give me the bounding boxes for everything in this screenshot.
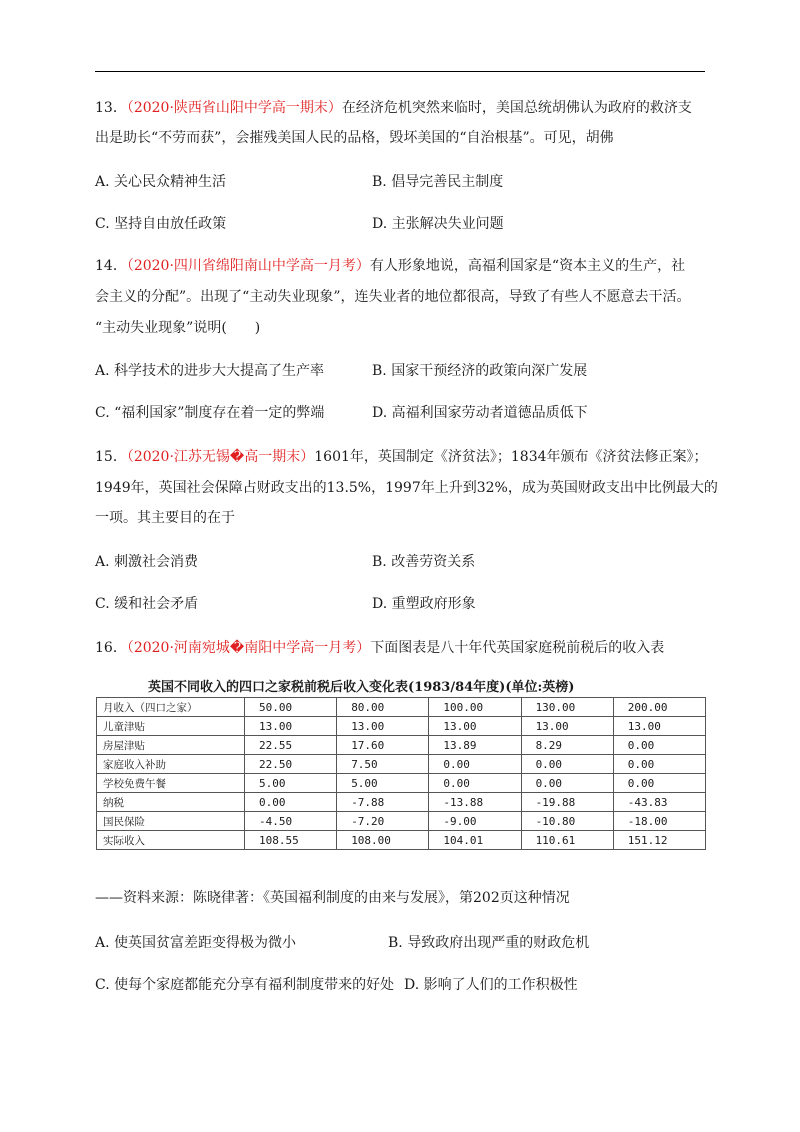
q13-number: 13． [95, 100, 127, 116]
table-row-label: 实际收入 [97, 831, 245, 850]
table-cell: 5.00 [245, 774, 337, 793]
table-cell: 110.61 [521, 831, 613, 850]
table-cell: 13.89 [429, 736, 521, 755]
table-row [97, 717, 706, 736]
q16-option-a[interactable]: A. 使英国贫富差距变得极为微小 [95, 935, 297, 951]
table-cell: 17.60 [337, 736, 429, 755]
table-row-label: 家庭收入补助 [97, 755, 245, 774]
table-cell: 8.29 [521, 736, 613, 755]
q14-stem-1: 有人形象地说，高福利国家是“资本主义的生产，社 [369, 258, 686, 274]
q13-stem-2: 出是助长“不劳而获”，会摧残美国人民的品格，毁坏美国的“自治根基”。可见，胡佛 [95, 130, 614, 146]
table-cell: 13.00 [613, 717, 705, 736]
q16-option-b[interactable]: B. 导致政府出现严重的财政危机 [388, 935, 590, 951]
q16-option-d[interactable]: D. 影响了人们的工作积极性 [404, 977, 578, 993]
table-cell: 151.12 [613, 831, 705, 850]
table-cell: 5.00 [337, 774, 429, 793]
table-row-label: 国民保险 [97, 812, 245, 831]
q15-option-c[interactable]: C. 缓和社会矛盾 [95, 596, 199, 612]
q15-option-a[interactable]: A. 刺激社会消费 [95, 554, 199, 570]
q15-line-1 [95, 447, 708, 467]
q15-option-d[interactable]: D. 重塑政府形象 [372, 596, 476, 612]
table-row [97, 831, 706, 850]
q14-option-c[interactable]: C. “福利国家”制度存在着一定的弊端 [95, 405, 325, 421]
table-cell: 100.00 [429, 698, 521, 717]
table-cell: 50.00 [245, 698, 337, 717]
table-cell: 13.00 [429, 717, 521, 736]
q16-source: （2020·河南宛城�南阳中学高一月考） [126, 640, 371, 656]
table-row [97, 698, 706, 717]
q16-source-note: ——资料来源：陈晓律著：《英国福利制度的由来与发展》，第202页这种情况 [95, 890, 570, 906]
table-cell: -4.50 [245, 812, 337, 831]
q15-option-b[interactable]: B. 改善劳资关系 [372, 554, 476, 570]
header-rule [95, 71, 705, 72]
table-cell: 0.00 [521, 755, 613, 774]
q15-stem-2: 1949年，英国社会保障占财政支出的13.5%，1997年上升到32%，成为英国财政支出中比例最大的 [95, 480, 718, 496]
table-cell: -19.88 [521, 793, 613, 812]
table-row [97, 736, 706, 755]
q13-option-b[interactable]: B. 倡导完善民主制度 [372, 174, 504, 190]
table-cell: 0.00 [613, 774, 705, 793]
q14-stem-3: “主动失业现象”说明( ) [95, 320, 261, 336]
table-row-label: 房屋津贴 [97, 736, 245, 755]
table-cell: -7.88 [337, 793, 429, 812]
q13-option-c[interactable]: C. 坚持自由放任政策 [95, 216, 227, 232]
table-cell: 0.00 [613, 736, 705, 755]
table-cell: -43.83 [613, 793, 705, 812]
table-cell: 22.55 [245, 736, 337, 755]
table-cell: 130.00 [521, 698, 613, 717]
q16-number: 16． [95, 640, 127, 656]
q14-option-b[interactable]: B. 国家干预经济的政策向深广发展 [372, 363, 588, 379]
table-row-label: 学校免费午餐 [97, 774, 245, 793]
table-cell: 0.00 [521, 774, 613, 793]
table-row-label: 儿童津贴 [97, 717, 245, 736]
q13-line-1 [95, 98, 692, 118]
table-cell: -18.00 [613, 812, 705, 831]
q14-stem-2: 会主义的分配”。出现了“主动失业现象”，连失业者的地位都很高，导致了有些人不愿意去干活。 [95, 289, 691, 305]
q15-stem-1: 1601年，英国制定《济贫法》；1834年颁布《济贫法修正案》； [314, 449, 708, 465]
table-row-label: 月收入（四口之家） [97, 698, 245, 717]
table-cell: 13.00 [245, 717, 337, 736]
table-cell: -9.00 [429, 812, 521, 831]
q13-stem-1: 在经济危机突然来临时，美国总统胡佛认为政府的救济支 [341, 100, 692, 116]
table-row [97, 793, 706, 812]
table-cell: 200.00 [613, 698, 705, 717]
q13-option-a[interactable]: A. 关心民众精神生活 [95, 174, 227, 190]
q16-stem-1: 下面图表是八十年代英国家庭税前税后的收入表 [370, 640, 665, 656]
q14-line-1 [95, 256, 685, 276]
table-row [97, 755, 706, 774]
q13-source: （2020·陕西省山阳中学高一期末） [126, 100, 342, 116]
table-cell: 0.00 [245, 793, 337, 812]
income-table [96, 697, 706, 850]
q14-option-d[interactable]: D. 高福利国家劳动者道德品质低下 [372, 405, 588, 421]
q14-number: 14． [95, 258, 127, 274]
q15-source: （2020·江苏无锡�高一期末） [126, 449, 315, 465]
table-cell: 7.50 [337, 755, 429, 774]
table-cell: 104.01 [429, 831, 521, 850]
q14-option-a[interactable]: A. 科学技术的进步大大提高了生产率 [95, 363, 325, 379]
table-cell: -13.88 [429, 793, 521, 812]
q16-line-1 [95, 638, 664, 658]
table-cell: 80.00 [337, 698, 429, 717]
table-cell: 13.00 [521, 717, 613, 736]
table-cell: 13.00 [337, 717, 429, 736]
table-cell: -7.20 [337, 812, 429, 831]
table-row [97, 774, 706, 793]
table-cell: 108.55 [245, 831, 337, 850]
table-row-label: 纳税 [97, 793, 245, 812]
table-cell: 0.00 [613, 755, 705, 774]
q13-option-d[interactable]: D. 主张解决失业问题 [372, 216, 504, 232]
table-cell: 22.50 [245, 755, 337, 774]
income-table-title: 英国不同收入的四口之家税前税后收入变化表(1983/84年度)(单位:英榜) [148, 680, 575, 695]
q15-number: 15． [95, 449, 127, 465]
q14-source: （2020·四川省绵阳南山中学高一月考） [126, 258, 370, 274]
q15-stem-3: 一项。其主要目的在于 [95, 510, 235, 526]
q16-option-c[interactable]: C. 使每个家庭都能充分享有福利制度带来的好处 [95, 977, 395, 993]
table-cell: 0.00 [429, 774, 521, 793]
table-row [97, 812, 706, 831]
table-cell: 108.00 [337, 831, 429, 850]
table-cell: 0.00 [429, 755, 521, 774]
table-cell: -10.80 [521, 812, 613, 831]
